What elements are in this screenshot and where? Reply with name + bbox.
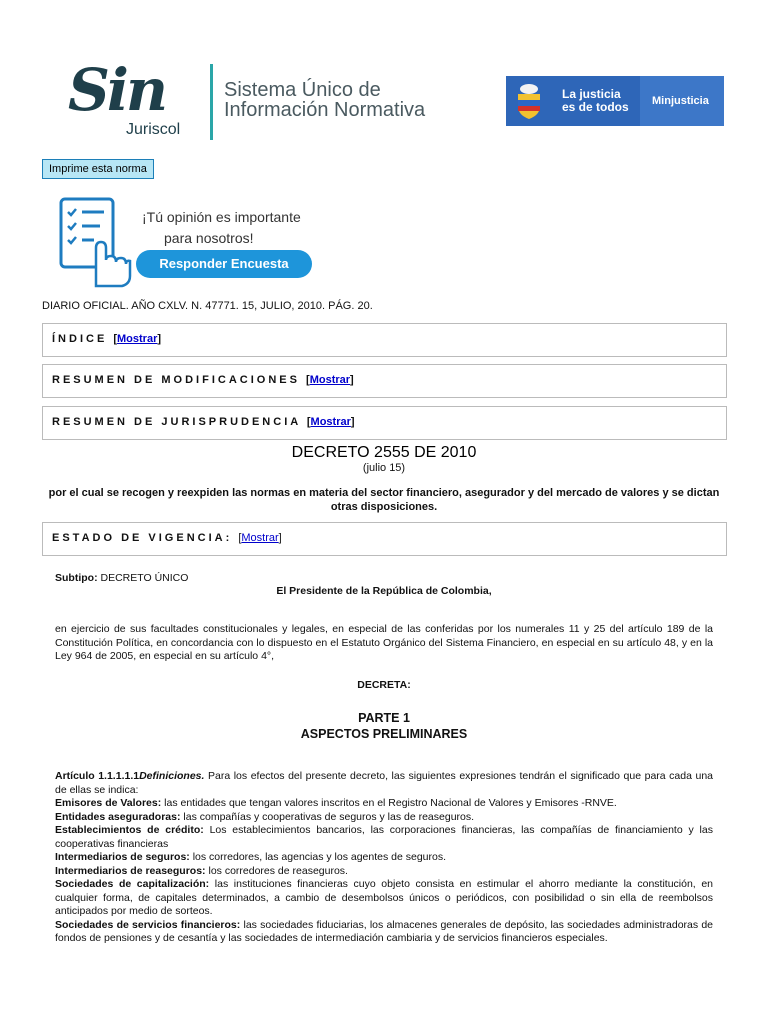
system-title-line2: Información Normativa: [224, 99, 426, 121]
definition-item: Intermediarios de reaseguros: los corredores de reaseguros.: [55, 864, 348, 877]
subtipo-value: DECRETO ÚNICO: [100, 572, 189, 584]
jurisprudence-title-text: RESUMEN DE JURISPRUDENCIA: [52, 416, 301, 428]
survey-clipboard-icon: [58, 196, 134, 288]
part-title: PARTE 1: [358, 711, 410, 725]
modifications-section: [42, 364, 727, 398]
validity-show-link[interactable]: Mostrar: [241, 532, 279, 544]
subtipo-label: Subtipo:: [55, 572, 98, 584]
ministry-slogan-line2: es de todos: [562, 100, 629, 114]
index-section: [42, 323, 727, 357]
article-intro-paragraph: [55, 770, 713, 797]
index-title-text: ÍNDICE: [52, 333, 108, 345]
system-title-line1: Sistema Único de: [224, 79, 381, 101]
decree-date: (julio 15): [362, 462, 406, 474]
survey-question-line2: para nosotros!: [164, 230, 254, 246]
article-intro: Para los efectos del presente decreto, las siguientes expresiones tendrán el significado que para cada una de ellas se indica:: [55, 770, 713, 796]
system-title: [224, 80, 425, 120]
definition-item: Emisores de Valores: las entidades que tengan valores inscritos en el Registro Nacional de Valores y Emisores -RNVE.: [55, 797, 617, 809]
decreta-heading: DECRETA:: [357, 679, 411, 691]
definition-item: Sociedades de capitalización: las instituciones financieras cuyo objeto consista en estimular el ahorro mediante la constitución, en cualquier forma, de capitales determinados, a cambio de desembolsos únicos o periódicos, con posibilidad o sin ella de reembolsos anticipados por medio de sorteos.: [55, 878, 713, 917]
part-subtitle: ASPECTOS PRELIMINARES: [300, 727, 468, 741]
definition-item: Entidades aseguradoras: las compañías y cooperativas de seguros y las de reaseguros.: [55, 810, 475, 823]
jurisprudence-section: [42, 406, 727, 440]
considering-paragraph: en ejercicio de sus facultades constitucionales y legales, en especial de las conferidas por los numerales 11 y 25 del artículo 189 de la Constitución Política, en concordancia con lo dispuesto en el Estatuto Orgánico del Sistema Financiero, en especial en su artículo 48, y en la Ley 964 de 2005, en especial en su artículo 4°,: [55, 623, 713, 662]
validity-section: [42, 522, 727, 556]
ministry-slogan-line1: La justicia: [562, 87, 621, 101]
index-show-link[interactable]: Mostrar: [117, 333, 158, 345]
article-heading: Definiciones.: [139, 770, 205, 782]
decree-title: DECRETO 2555 DE 2010: [291, 444, 477, 461]
modifications-section-title: RESUMEN DE MODIFICACIONES [Mostrar]: [52, 374, 354, 386]
colombia-coat-of-arms-icon: [512, 82, 546, 120]
ministry-name: Minjusticia: [652, 95, 709, 107]
modifications-show-link[interactable]: Mostrar: [309, 374, 351, 386]
definition-item: Establecimientos de crédito: Los establecimientos bancarios, las corporaciones financieras, las compañías de financiamiento y las cooperativas financieras: [55, 824, 713, 850]
jurisprudence-show-link[interactable]: Mostrar: [310, 416, 351, 428]
gazette-reference: DIARIO OFICIAL. AÑO CXLV. N. 47771. 15, JULIO, 2010. PÁG. 20.: [42, 300, 373, 312]
answer-survey-button[interactable]: Responder Encuesta: [136, 250, 312, 278]
jurisprudence-section-title: RESUMEN DE JURISPRUDENCIA [Mostrar]: [52, 416, 355, 428]
part-heading: [0, 710, 768, 742]
definition-item: Sociedades de servicios financieros: las sociedades fiduciarias, los almacenes generales de depósito, las sociedades administradoras de fondos de pensiones y de cesantía y las sociedades de intermediación cambiaria y de servicios financieros especiales.: [55, 918, 714, 944]
article-definitions: [55, 770, 713, 946]
issuer-line: El Presidente de la República de Colombia,: [276, 585, 492, 597]
logo-divider: [210, 64, 213, 140]
index-section-title: ÍNDICE [Mostrar]: [52, 333, 162, 345]
sin-logo-wordmark: Sin: [68, 56, 166, 124]
survey-question-line1: ¡Tú opinión es importante: [142, 209, 301, 225]
juriscol-logo-label: Juriscol: [126, 121, 181, 138]
ministry-slogan: [562, 88, 629, 114]
validity-title-text: ESTADO DE VIGENCIA:: [52, 532, 233, 544]
validity-section-title: ESTADO DE VIGENCIA: [Mostrar]: [52, 532, 282, 544]
print-norm-button[interactable]: Imprime esta norma: [42, 159, 154, 179]
definition-item: Intermediarios de seguros: los corredores, las agencias y los agentes de seguros.: [55, 851, 447, 863]
article-number: Artículo 1.1.1.1.1: [55, 770, 140, 782]
subtipo-line: [55, 572, 188, 586]
decree-summary: por el cual se recogen y reexpiden las normas en materia del sector financiero, asegurador y del mercado de valores y se dictan otras disposiciones.: [48, 487, 720, 513]
modifications-title-text: RESUMEN DE MODIFICACIONES: [52, 374, 300, 386]
